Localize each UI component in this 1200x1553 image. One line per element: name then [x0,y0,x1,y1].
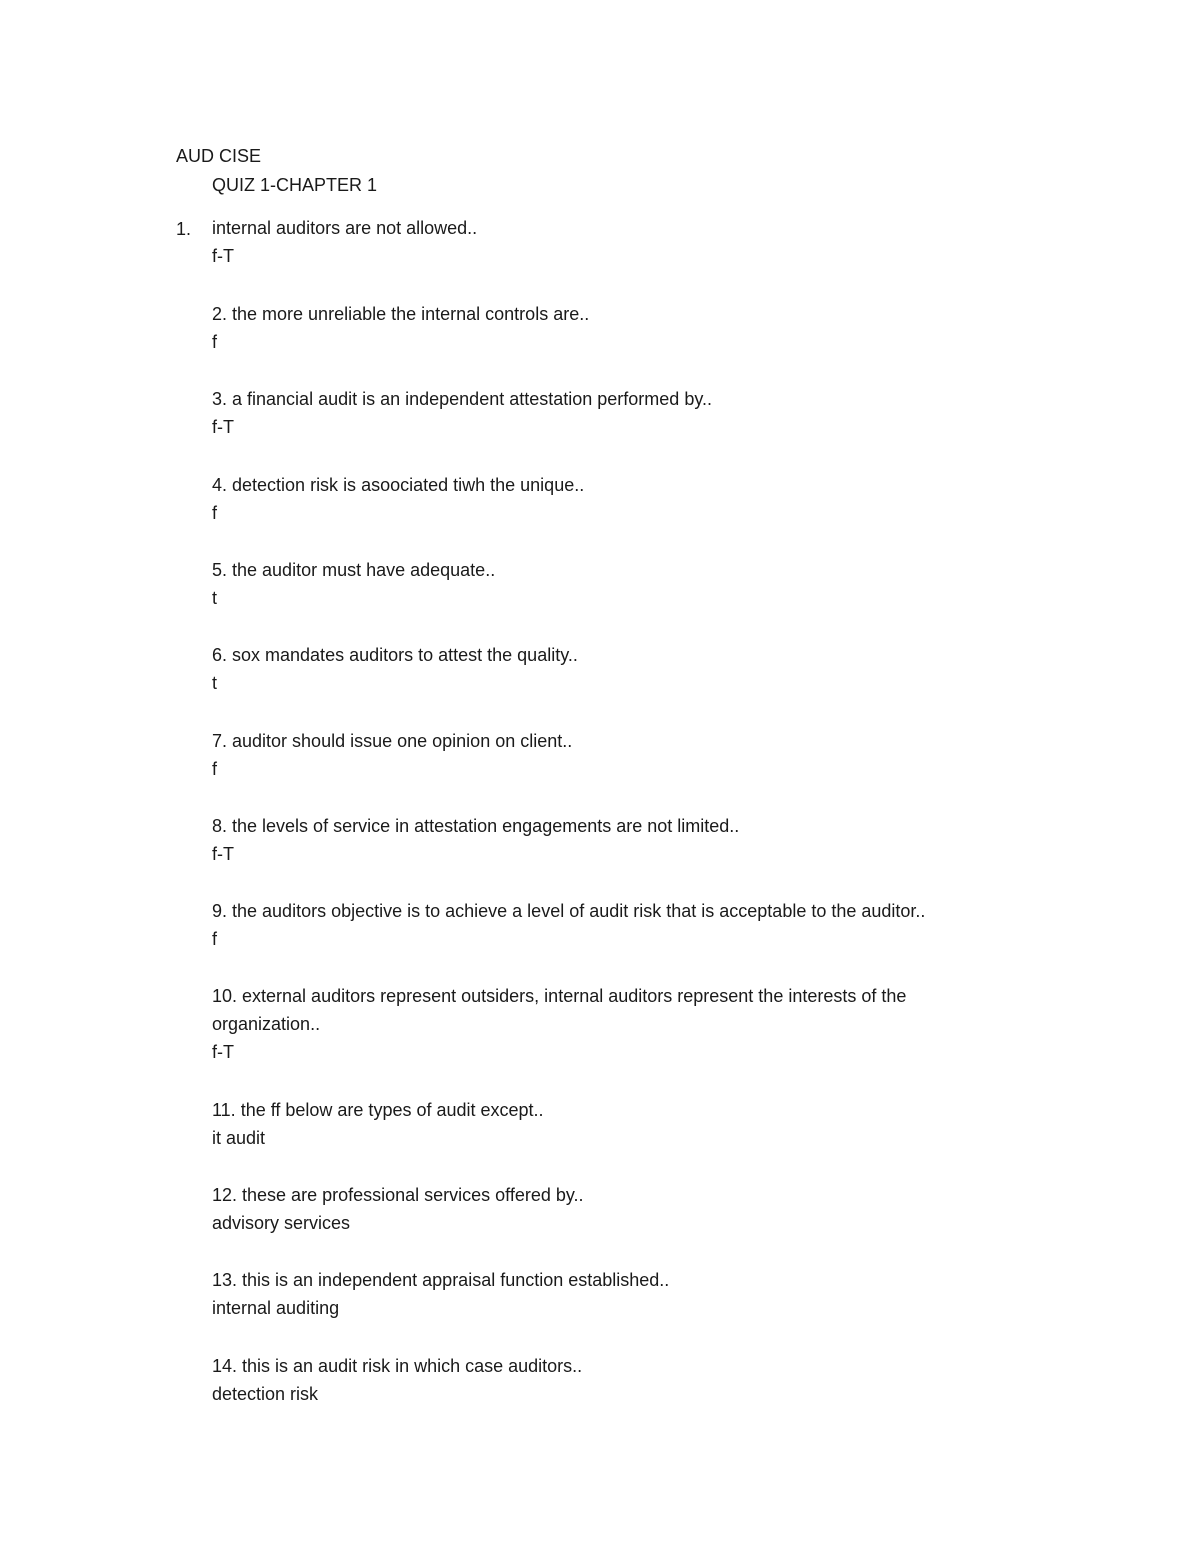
question-answer: t [212,588,218,608]
question-6 [212,641,1012,697]
question-text: 7. auditor should issue one opinion on client.. [212,731,573,751]
question-answer: f [212,332,218,352]
question-10 [212,982,1012,1066]
question-text: 11. the ff below are types of audit except.. [212,1100,544,1120]
quiz-subtitle: QUIZ 1-CHAPTER 1 [212,175,378,195]
question-13 [212,1266,1012,1322]
question-answer: t [212,673,218,693]
question-12 [212,1181,1012,1237]
question-answer: f-T [212,246,234,266]
document-title: AUD CISE [176,146,262,166]
question-answer: f-T [212,1042,234,1062]
question-answer: internal auditing [212,1298,340,1318]
question-text: 12. these are professional services offered by.. [212,1185,584,1205]
question-2 [212,300,1012,356]
question-answer: f [212,929,218,949]
question-9 [212,897,1012,953]
question-14 [212,1352,1012,1408]
question-text: 14. this is an audit risk in which case auditors.. [212,1356,583,1376]
question-text: 13. this is an independent appraisal function established.. [212,1270,670,1290]
question-text: 5. the auditor must have adequate.. [212,560,496,580]
question-answer: f-T [212,844,234,864]
question-1-number: 1. [176,219,192,239]
question-text: 6. sox mandates auditors to attest the quality.. [212,645,578,665]
question-4 [212,471,1012,527]
question-answer: f [212,759,218,779]
question-3 [212,385,1012,441]
question-text: internal auditors are not allowed.. [212,218,478,238]
question-answer: f [212,503,218,523]
question-1 [212,214,1012,270]
question-text: 2. the more unreliable the internal controls are.. [212,304,590,324]
question-answer: it audit [212,1128,266,1148]
question-text: 4. detection risk is asoociated tiwh the unique.. [212,475,585,495]
question-text: 10. external auditors represent outsiders, internal auditors represent the interests of the organization.. [212,986,907,1034]
question-answer: f-T [212,417,234,437]
question-8 [212,812,1012,868]
question-7 [212,727,1012,783]
question-11 [212,1096,1012,1152]
question-answer: advisory services [212,1213,351,1233]
question-text: 3. a financial audit is an independent attestation performed by.. [212,389,712,409]
question-answer: detection risk [212,1384,319,1404]
question-5 [212,556,1012,612]
question-text: 9. the auditors objective is to achieve a level of audit risk that is acceptable to the auditor.. [212,901,926,921]
question-text: 8. the levels of service in attestation engagements are not limited.. [212,816,740,836]
